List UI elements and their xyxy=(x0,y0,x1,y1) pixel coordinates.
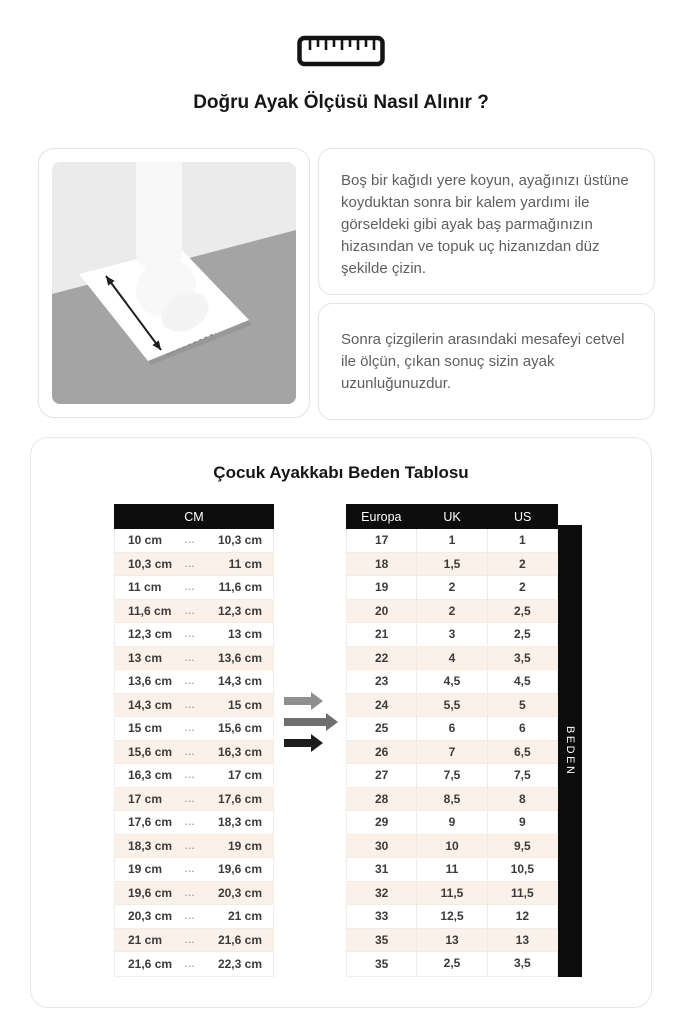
table-cell-sep: ... xyxy=(184,934,196,945)
table-cell-europa: 32 xyxy=(374,885,389,900)
table-cell-sep: ... xyxy=(184,558,196,569)
table-cell-from: 21 cm xyxy=(128,932,163,947)
table-cell-sep: ... xyxy=(184,958,196,969)
table-cell-uk: 2 xyxy=(416,576,486,599)
table-cell-to: 19 cm xyxy=(227,838,262,853)
table-cell-us: 12 xyxy=(487,905,557,928)
table-cell-from: 16,3 cm xyxy=(128,768,173,783)
table-cell-uk: 10 xyxy=(416,835,486,858)
table-row xyxy=(347,788,557,812)
table-cell-europa: 18 xyxy=(374,556,389,571)
table-cell-europa: 28 xyxy=(374,791,389,806)
table-cell-uk: 7 xyxy=(416,741,486,764)
table-row xyxy=(347,905,557,929)
table-cell-uk: 11 xyxy=(416,858,486,881)
table-row xyxy=(115,882,273,906)
beden-vertical-label: BEDEN xyxy=(558,525,582,977)
table-row xyxy=(347,529,557,553)
table-cell-uk: 11,5 xyxy=(416,882,486,905)
table-cell-uk: 5,5 xyxy=(416,694,486,717)
table-cell-to: 21,6 cm xyxy=(217,932,262,947)
table-row xyxy=(347,553,557,577)
table-cell-europa: 30 xyxy=(374,838,389,853)
table-cell-to: 21 cm xyxy=(227,909,262,924)
table-cell-from: 10,3 cm xyxy=(128,556,173,571)
table-row xyxy=(115,529,273,553)
table-cell-us: 3,5 xyxy=(487,647,557,670)
table-cell-sep: ... xyxy=(184,676,196,687)
table-cell-to: 20,3 cm xyxy=(217,885,262,900)
table-row xyxy=(347,882,557,906)
table-cell-uk: 8,5 xyxy=(416,788,486,811)
table-cell-uk: 2,5 xyxy=(416,952,486,976)
table-cell-europa: 22 xyxy=(374,650,389,665)
table-cell-europa: 33 xyxy=(374,909,389,924)
table-cell-to: 17 cm xyxy=(227,768,262,783)
table-cell-to: 18,3 cm xyxy=(217,815,262,830)
table-row xyxy=(115,905,273,929)
table-row xyxy=(115,835,273,859)
table-cell-uk: 3 xyxy=(416,623,486,646)
table-cell-sep: ... xyxy=(184,652,196,663)
shoe-size-table xyxy=(346,504,558,977)
table-cell-from: 11,6 cm xyxy=(128,603,172,618)
table-row xyxy=(347,670,557,694)
table-cell-to: 22,3 cm xyxy=(217,956,262,971)
table-row xyxy=(115,600,273,624)
table-cell-from: 21,6 cm xyxy=(128,956,173,971)
table-row xyxy=(347,835,557,859)
table-cell-europa: 26 xyxy=(374,744,389,759)
table-cell-uk: 4 xyxy=(416,647,486,670)
table-cell-europa: 23 xyxy=(374,674,389,689)
table-row xyxy=(115,647,273,671)
foot-measurement-photo xyxy=(38,148,310,418)
table-cell-sep: ... xyxy=(184,817,196,828)
table-cell-us: 11,5 xyxy=(487,882,557,905)
table-cell-europa: 31 xyxy=(374,862,389,877)
table-row xyxy=(115,741,273,765)
size-table-body xyxy=(346,529,558,977)
table-cell-us: 2,5 xyxy=(487,600,557,623)
table-row xyxy=(115,952,273,976)
table-cell-sep: ... xyxy=(184,629,196,640)
table-cell-from: 19,6 cm xyxy=(128,885,173,900)
header-uk: UK xyxy=(443,509,461,524)
foot-on-paper-illustration xyxy=(52,162,296,404)
table-cell-sep: ... xyxy=(184,911,196,922)
page-title: Doğru Ayak Ölçüsü Nasıl Alınır ? xyxy=(193,92,489,113)
table-cell-us: 9 xyxy=(487,811,557,834)
table-cell-us: 6,5 xyxy=(487,741,557,764)
table-cell-europa: 35 xyxy=(374,932,389,947)
table-cell-us: 3,5 xyxy=(487,952,557,976)
table-row xyxy=(115,694,273,718)
table-cell-sep: ... xyxy=(184,535,196,546)
table-cell-to: 12,3 cm xyxy=(217,603,262,618)
table-cell-us: 2 xyxy=(487,553,557,576)
table-cell-sep: ... xyxy=(184,793,196,804)
instruction-step-1: Boş bir kağıdı yere koyun, ayağınızı üstüne koyduktan sonra bir kalem yardımı ile görseldeki gibi ayak baş parmağınızın hizasından ve topuk uç hizanızdan düz şekilde çizin. xyxy=(318,148,655,295)
table-cell-uk: 1 xyxy=(416,529,486,552)
table-cell-us: 2,5 xyxy=(487,623,557,646)
table-cell-from: 17,6 cm xyxy=(128,815,173,830)
table-cell-sep: ... xyxy=(184,746,196,757)
table-cell-us: 9,5 xyxy=(487,835,557,858)
table-cell-uk: 6 xyxy=(416,717,486,740)
table-row xyxy=(347,952,557,976)
table-cell-uk: 1,5 xyxy=(416,553,486,576)
table-row xyxy=(347,764,557,788)
instruction-step-2: Sonra çizgilerin arasındaki mesafeyi cetvel ile ölçün, çıkan sonuç sizin ayak uzunluğunuzdur. xyxy=(318,303,655,420)
table-row xyxy=(347,600,557,624)
table-cell-from: 12,3 cm xyxy=(128,627,173,642)
table-row xyxy=(115,576,273,600)
size-table-title: Çocuk Ayakkabı Beden Tablosu xyxy=(213,463,469,482)
cm-table-header xyxy=(114,504,274,529)
table-cell-europa: 25 xyxy=(374,721,389,736)
table-cell-to: 15 cm xyxy=(227,697,262,712)
table-row xyxy=(115,623,273,647)
table-cell-us: 8 xyxy=(487,788,557,811)
table-cell-from: 14,3 cm xyxy=(128,697,173,712)
cm-header-label: CM xyxy=(184,509,204,524)
table-cell-europa: 19 xyxy=(374,580,389,595)
table-cell-us: 10,5 xyxy=(487,858,557,881)
table-row xyxy=(115,811,273,835)
table-cell-from: 13,6 cm xyxy=(128,674,173,689)
table-row xyxy=(347,858,557,882)
table-cell-from: 13 cm xyxy=(128,650,163,665)
table-cell-to: 17,6 cm xyxy=(217,791,262,806)
table-cell-us: 13 xyxy=(487,929,557,952)
table-cell-uk: 2 xyxy=(416,600,486,623)
table-cell-uk: 12,5 xyxy=(416,905,486,928)
table-cell-europa: 35 xyxy=(374,956,389,971)
table-row xyxy=(347,694,557,718)
table-row xyxy=(347,717,557,741)
table-cell-from: 19 cm xyxy=(128,862,163,877)
table-row xyxy=(347,741,557,765)
table-row xyxy=(115,764,273,788)
table-row xyxy=(115,788,273,812)
table-cell-to: 14,3 cm xyxy=(217,674,262,689)
table-row xyxy=(115,929,273,953)
table-cell-us: 5 xyxy=(487,694,557,717)
table-cell-to: 19,6 cm xyxy=(217,862,262,877)
header-europa: Europa xyxy=(361,509,402,524)
table-cell-to: 11,6 cm xyxy=(218,580,262,595)
table-cell-to: 11 cm xyxy=(228,556,262,571)
table-cell-us: 2 xyxy=(487,576,557,599)
table-row xyxy=(347,623,557,647)
table-cell-us: 4,5 xyxy=(487,670,557,693)
table-row xyxy=(115,670,273,694)
table-cell-europa: 24 xyxy=(374,697,389,712)
table-cell-sep: ... xyxy=(184,723,196,734)
table-cell-to: 13,6 cm xyxy=(217,650,262,665)
table-cell-sep: ... xyxy=(184,840,196,851)
table-cell-uk: 7,5 xyxy=(416,764,486,787)
table-cell-us: 1 xyxy=(487,529,557,552)
table-cell-us: 7,5 xyxy=(487,764,557,787)
ruler-icon xyxy=(0,35,682,72)
table-cell-from: 20,3 cm xyxy=(128,909,173,924)
size-tables xyxy=(31,504,651,984)
table-cell-uk: 9 xyxy=(416,811,486,834)
table-cell-from: 15 cm xyxy=(128,721,163,736)
table-cell-sep: ... xyxy=(184,770,196,781)
table-cell-to: 15,6 cm xyxy=(217,721,262,736)
table-cell-to: 13 cm xyxy=(227,627,262,642)
table-row xyxy=(347,929,557,953)
table-cell-sep: ... xyxy=(184,605,196,616)
table-row xyxy=(347,576,557,600)
table-cell-sep: ... xyxy=(184,582,196,593)
cm-table-body xyxy=(114,529,274,977)
size-table-section xyxy=(30,437,652,1008)
table-cell-europa: 29 xyxy=(374,815,389,830)
table-row xyxy=(115,553,273,577)
table-cell-from: 17 cm xyxy=(128,791,163,806)
table-cell-europa: 20 xyxy=(374,603,389,618)
table-cell-europa: 17 xyxy=(374,533,389,548)
table-cell-from: 10 cm xyxy=(128,533,163,548)
table-cell-europa: 21 xyxy=(374,627,389,642)
table-cell-europa: 27 xyxy=(374,768,389,783)
table-cell-sep: ... xyxy=(184,699,196,710)
cm-range-table xyxy=(114,504,274,977)
table-row xyxy=(115,717,273,741)
header-us: US xyxy=(513,509,532,524)
table-cell-sep: ... xyxy=(184,864,196,875)
table-cell-to: 16,3 cm xyxy=(217,744,262,759)
transfer-arrows-icon xyxy=(281,690,345,756)
table-cell-from: 11 cm xyxy=(128,580,162,595)
table-cell-sep: ... xyxy=(184,887,196,898)
table-row xyxy=(347,811,557,835)
table-cell-uk: 4,5 xyxy=(416,670,486,693)
table-cell-us: 6 xyxy=(487,717,557,740)
table-cell-uk: 13 xyxy=(416,929,486,952)
table-cell-from: 15,6 cm xyxy=(128,744,173,759)
size-table-header xyxy=(346,504,558,529)
table-cell-to: 10,3 cm xyxy=(217,533,262,548)
table-row xyxy=(115,858,273,882)
table-cell-from: 18,3 cm xyxy=(128,838,173,853)
table-row xyxy=(347,647,557,671)
